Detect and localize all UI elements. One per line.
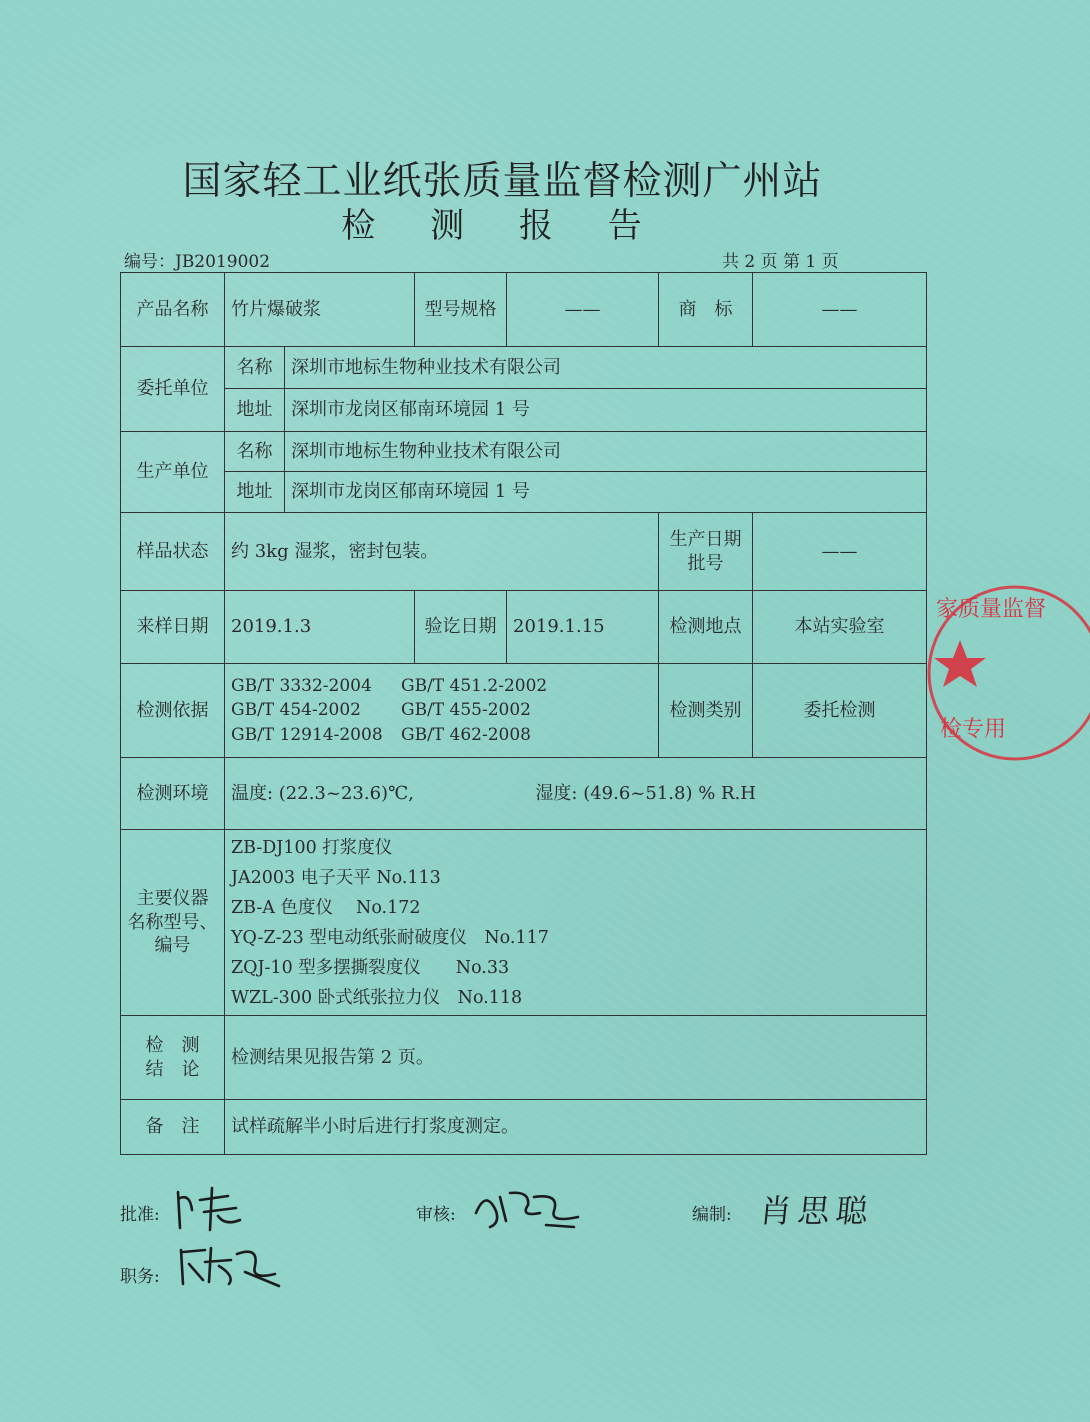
conclusion-label — [121, 1016, 225, 1100]
report-table — [120, 272, 927, 1155]
model-value: —— — [507, 273, 659, 347]
production-date-label-line1: 生产日期 — [669, 529, 742, 551]
row-client-address — [121, 389, 927, 432]
brand-value: —— — [753, 273, 927, 347]
review-label: 审核: — [416, 1205, 456, 1225]
model-label: 型号规格 — [415, 273, 507, 347]
producer-label: 生产单位 — [121, 432, 225, 513]
page-info: 共 2 页 第 1 页 — [722, 252, 839, 272]
row-sample-status — [121, 513, 927, 591]
test-place-value: 本站实验室 — [753, 591, 927, 664]
client-label: 委托单位 — [121, 347, 225, 432]
instruments-label-line1: 主要仪器 — [136, 888, 209, 910]
standards-list — [225, 664, 659, 758]
standard-item: GB/T 462-2008 — [401, 724, 531, 745]
client-address-value: 深圳市龙岗区郁南环境园 1 号 — [285, 389, 927, 432]
standard-item: GB/T 451.2-2002 — [401, 676, 548, 697]
standard-item: GB/T 454-2002 — [231, 700, 361, 721]
row-standards — [121, 664, 927, 758]
humidity-value: 湿度: (49.6~51.8) % R.H — [535, 782, 756, 804]
sample-status-value: 约 3kg 湿浆，密封包装。 — [225, 513, 659, 591]
reviewer-signature — [470, 1183, 585, 1233]
conclusion-label-line1: 检 测 — [145, 1035, 200, 1057]
row-client-name — [121, 347, 927, 389]
instruments-label-line3: 编号 — [154, 935, 191, 957]
test-type-label: 检测类别 — [659, 664, 753, 758]
production-date-label-line2: 批号 — [687, 552, 724, 574]
sample-date-value: 2019.1.3 — [225, 591, 415, 664]
row-producer-address — [121, 472, 927, 513]
instrument-item: JA2003 电子天平 No.113 — [231, 867, 441, 888]
production-date-label — [659, 513, 753, 591]
production-date-value: —— — [753, 513, 927, 591]
basis-label: 检测依据 — [121, 664, 225, 758]
instruments-list — [225, 830, 927, 1016]
approve-label: 批准: — [120, 1205, 160, 1225]
client-address-label: 地址 — [225, 389, 285, 432]
temperature-value: 温度: (22.3~23.6)℃, — [231, 782, 414, 804]
position-label: 职务: — [120, 1267, 160, 1287]
remarks-value: 试样疏解半小时后进行打浆度测定。 — [225, 1100, 927, 1155]
brand-label: 商 标 — [659, 273, 753, 347]
producer-name-label: 名称 — [225, 432, 285, 472]
environment-label: 检测环境 — [121, 758, 225, 830]
sample-date-label: 来样日期 — [121, 591, 225, 664]
seal-text-top: 家质量监督 — [936, 597, 1047, 622]
instrument-item: ZB-DJ100 打浆度仪 — [231, 837, 393, 858]
producer-address-label: 地址 — [225, 472, 285, 513]
row-remarks — [121, 1100, 927, 1155]
row-instruments — [121, 830, 927, 1016]
row-environment — [121, 758, 927, 830]
standard-item: GB/T 3332-2004 — [231, 676, 372, 697]
instruments-label-line2: 名称型号、 — [127, 911, 218, 933]
report-subtitle: 检 测 报 告 — [341, 206, 664, 246]
instrument-item: YQ-Z-23 型电动纸张耐破度仪 No.117 — [231, 927, 549, 948]
finish-date-value: 2019.1.15 — [507, 591, 659, 664]
approver-signature — [170, 1180, 250, 1235]
row-producer-name — [121, 432, 927, 472]
remarks-label: 备 注 — [121, 1100, 225, 1155]
official-seal — [920, 578, 1090, 768]
instrument-item: ZQJ-10 型多摆撕裂度仪 No.33 — [231, 957, 510, 978]
test-place-label: 检测地点 — [659, 591, 753, 664]
instrument-item: WZL-300 卧式纸张拉力仪 No.118 — [231, 987, 523, 1008]
row-dates — [121, 591, 927, 664]
compile-label: 编制: — [692, 1205, 732, 1225]
standard-item: GB/T 12914-2008 — [231, 724, 383, 745]
product-name-label: 产品名称 — [121, 273, 225, 347]
row-conclusion — [121, 1016, 927, 1100]
sample-status-label: 样品状态 — [121, 513, 225, 591]
finish-date-label: 验讫日期 — [415, 591, 507, 664]
row-product — [121, 273, 927, 347]
conclusion-value: 检测结果见报告第 2 页。 — [225, 1016, 927, 1100]
report-number: 编号：JB2019002 — [124, 252, 271, 272]
seal-text-bottom: 检专用 — [940, 717, 1007, 742]
instruments-label — [121, 830, 225, 1016]
producer-address-value: 深圳市龙岗区郁南环境园 1 号 — [285, 472, 927, 513]
report-title: 国家轻工业纸张质量监督检测广州站 — [182, 159, 823, 204]
client-name-value: 深圳市地标生物种业技术有限公司 — [285, 347, 927, 389]
conclusion-label-line2: 结 论 — [145, 1058, 200, 1080]
product-name-value: 竹片爆破浆 — [225, 273, 415, 347]
position-signature — [175, 1236, 285, 1291]
standard-item: GB/T 455-2002 — [401, 700, 531, 721]
client-name-label: 名称 — [225, 347, 285, 389]
test-type-value: 委托检测 — [753, 664, 927, 758]
compiler-signature: 肖思聪 — [757, 1192, 876, 1230]
producer-name-value: 深圳市地标生物种业技术有限公司 — [285, 432, 927, 472]
environment-value — [225, 758, 927, 830]
instrument-item: ZB-A 色度仪 No.172 — [231, 897, 421, 918]
